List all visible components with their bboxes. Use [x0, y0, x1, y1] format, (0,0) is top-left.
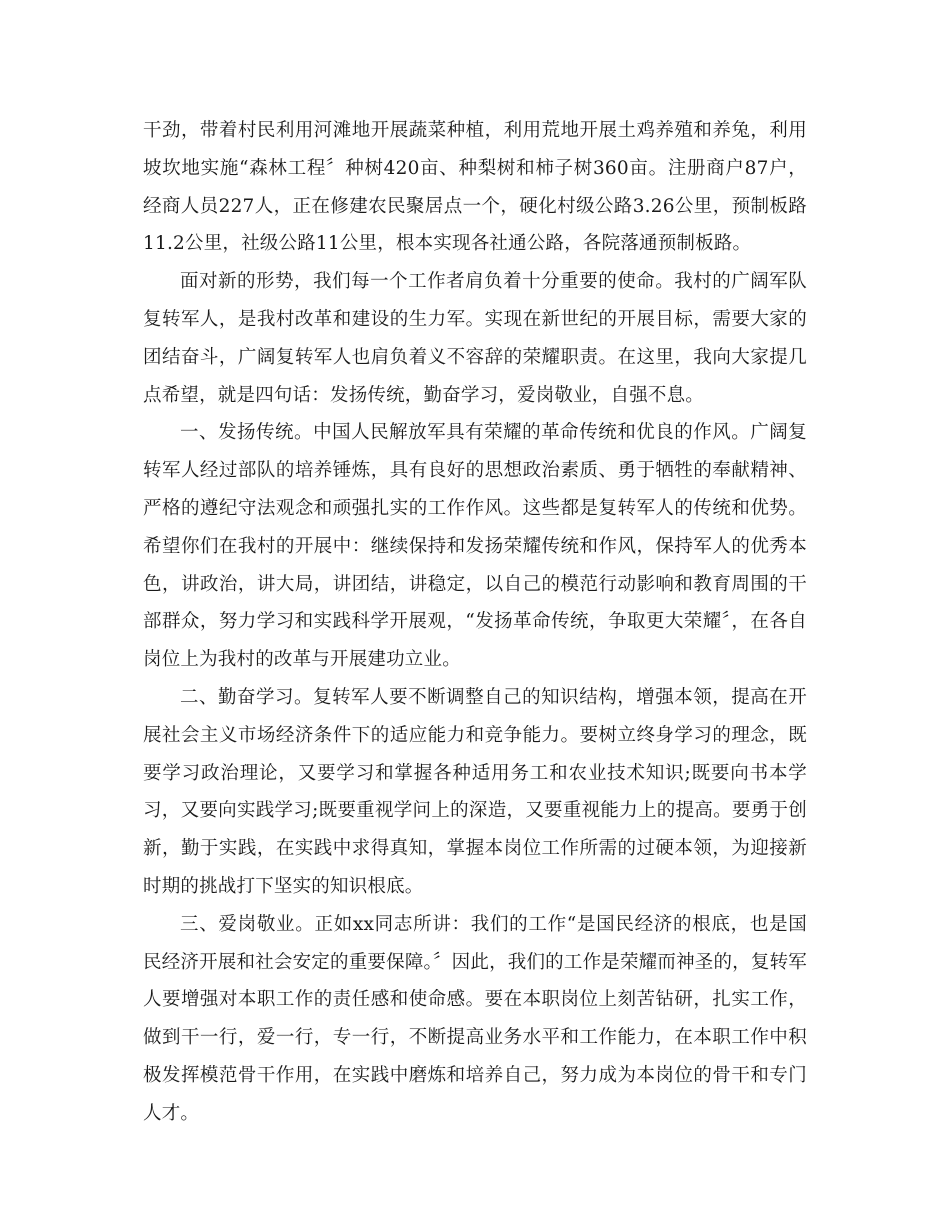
paragraph-2: 面对新的形势，我们每一个工作者肩负着十分重要的使命。我村的广阔军队复转军人，是我村改革和建设的生力军。实现在新世纪的开展目标，需要大家的团结奋斗，广阔复转军人也肩负着义不容辞的荣耀职责。在这里，我向大家提几点希望，就是四句话：发扬传统，勤奋学习，爱岗敬业，自强不息。: [143, 271, 807, 406]
paragraph-1: 干劲，带着村民利用河滩地开展蔬菜种植，利用荒地开展土鸡养殖和养兔，利用坡坎地实施“森林工程〞种树420亩、种梨树和柿子树360亩。注册商户87户，经商人员227人，正在修建农民聚居点一个，硬化村级公路3.26公里，预制板路11.2公里，社级公路11公里，根本实现各社通公路，各院落通预制板路。: [143, 120, 807, 255]
document-body: [143, 112, 807, 1133]
paragraph-5: 三、爱岗敬业。正如xx同志所讲：我们的工作“是国民经济的根底，也是国民经济开展和社会安定的重要保障。〞因此，我们的工作是荣耀而神圣的，复转军人要增强对本职工作的责任感和使命感。要在本职岗位上刻苦钻研，扎实工作，做到干一行，爱一行，专一行，不断提高业务水平和工作能力，在本职工作中积极发挥模范骨干作用，在实践中磨炼和培养自己，努力成为本岗位的骨干和专门人才。: [143, 913, 807, 1124]
paragraph-4: 二、勤奋学习。复转军人要不断调整自己的知识结构，增强本领，提高在开展社会主义市场经济条件下的适应能力和竞争能力。要树立终身学习的理念，既要学习政治理论，又要学习和掌握各种适用务工和农业技术知识;既要向书本学习，又要向实践学习;既要重视学问上的深造，又要重视能力上的提高。要勇于创新，勤于实践，在实践中求得真知，掌握本岗位工作所需的过硬本领，为迎接新时期的挑战打下坚实的知识根底。: [143, 686, 807, 897]
paragraph-3: 一、发扬传统。中国人民解放军具有荣耀的革命传统和优良的作风。广阔复转军人经过部队的培养锤炼，具有良好的思想政治素质、勇于牺牲的奉献精神、严格的遵纪守法观念和顽强扎实的工作作风。这些都是复转军人的传统和优势。希望你们在我村的开展中：继续保持和发扬荣耀传统和作风，保持军人的优秀本色，讲政治，讲大局，讲团结，讲稳定，以自己的模范行动影响和教育周围的干部群众，努力学习和实践科学开展观，“发扬革命传统，争取更大荣耀〞，在各自岗位上为我村的改革与开展建功立业。: [143, 422, 807, 671]
